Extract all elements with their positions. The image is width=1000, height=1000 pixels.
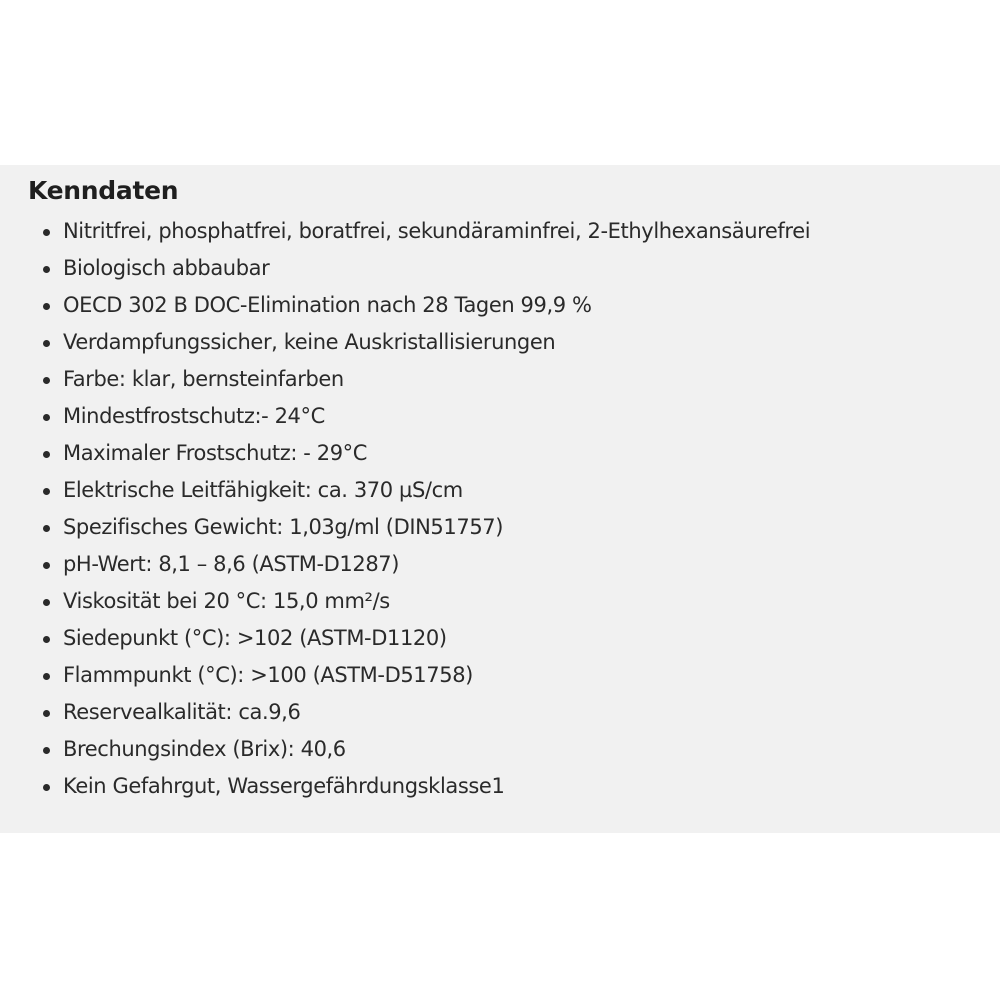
list-item [28,361,1000,398]
bullet-icon [43,525,50,532]
bullet-icon [43,710,50,717]
kenndaten-panel [0,165,1000,833]
list-item [28,250,1000,287]
bullet-icon [43,303,50,310]
list-item-text: Spezifisches Gewicht: 1,03g/ml (DIN51757) [63,515,504,539]
list-item-text: Nitritfrei, phosphatfrei, boratfrei, sekundäraminfrei, 2-Ethylhexansäurefrei [63,219,811,243]
list-item-text: Flammpunkt (°C): >100 (ASTM-D51758) [63,663,473,687]
list-item [28,435,1000,472]
bullet-icon [43,673,50,680]
list-item-text: pH-Wert: 8,1 – 8,6 (ASTM-D1287) [63,552,400,576]
list-item-text: Biologisch abbaubar [63,256,270,280]
list-item-text: OECD 302 B DOC-Elimination nach 28 Tagen 99,9 % [63,293,592,317]
list-item [28,213,1000,250]
bullet-icon [43,562,50,569]
list-item-text: Farbe: klar, bernsteinfarben [63,367,344,391]
bullet-icon [43,377,50,384]
list-item-text: Maximaler Frostschutz: - 29°C [63,441,368,465]
bullet-icon [43,451,50,458]
section-heading: Kenndaten [28,176,179,205]
bullet-icon [43,636,50,643]
bullet-icon [43,599,50,606]
kenndaten-list [28,213,1000,805]
list-item [28,731,1000,768]
bullet-icon [43,229,50,236]
list-item [28,620,1000,657]
list-item-text: Verdampfungssicher, keine Auskristallisierungen [63,330,556,354]
list-item [28,287,1000,324]
bullet-icon [43,266,50,273]
list-item-text: Mindestfrostschutz:- 24°C [63,404,325,428]
bullet-icon [43,414,50,421]
list-item-text: Reservealkalität: ca.9,6 [63,700,301,724]
list-item [28,657,1000,694]
bullet-icon [43,747,50,754]
list-item [28,583,1000,620]
list-item [28,324,1000,361]
list-item [28,472,1000,509]
list-item [28,398,1000,435]
list-item [28,694,1000,731]
list-item-text: Brechungsindex (Brix): 40,6 [63,737,346,761]
list-item [28,768,1000,805]
bullet-icon [43,488,50,495]
list-item-text: Kein Gefahrgut, Wassergefährdungsklasse1 [63,774,505,798]
bullet-icon [43,340,50,347]
list-item-text: Elektrische Leitfähigkeit: ca. 370 µS/cm [63,478,463,502]
list-item [28,546,1000,583]
bullet-icon [43,784,50,791]
list-item [28,509,1000,546]
list-item-text: Siedepunkt (°C): >102 (ASTM-D1120) [63,626,447,650]
list-item-text: Viskosität bei 20 °C: 15,0 mm²/s [63,589,390,613]
